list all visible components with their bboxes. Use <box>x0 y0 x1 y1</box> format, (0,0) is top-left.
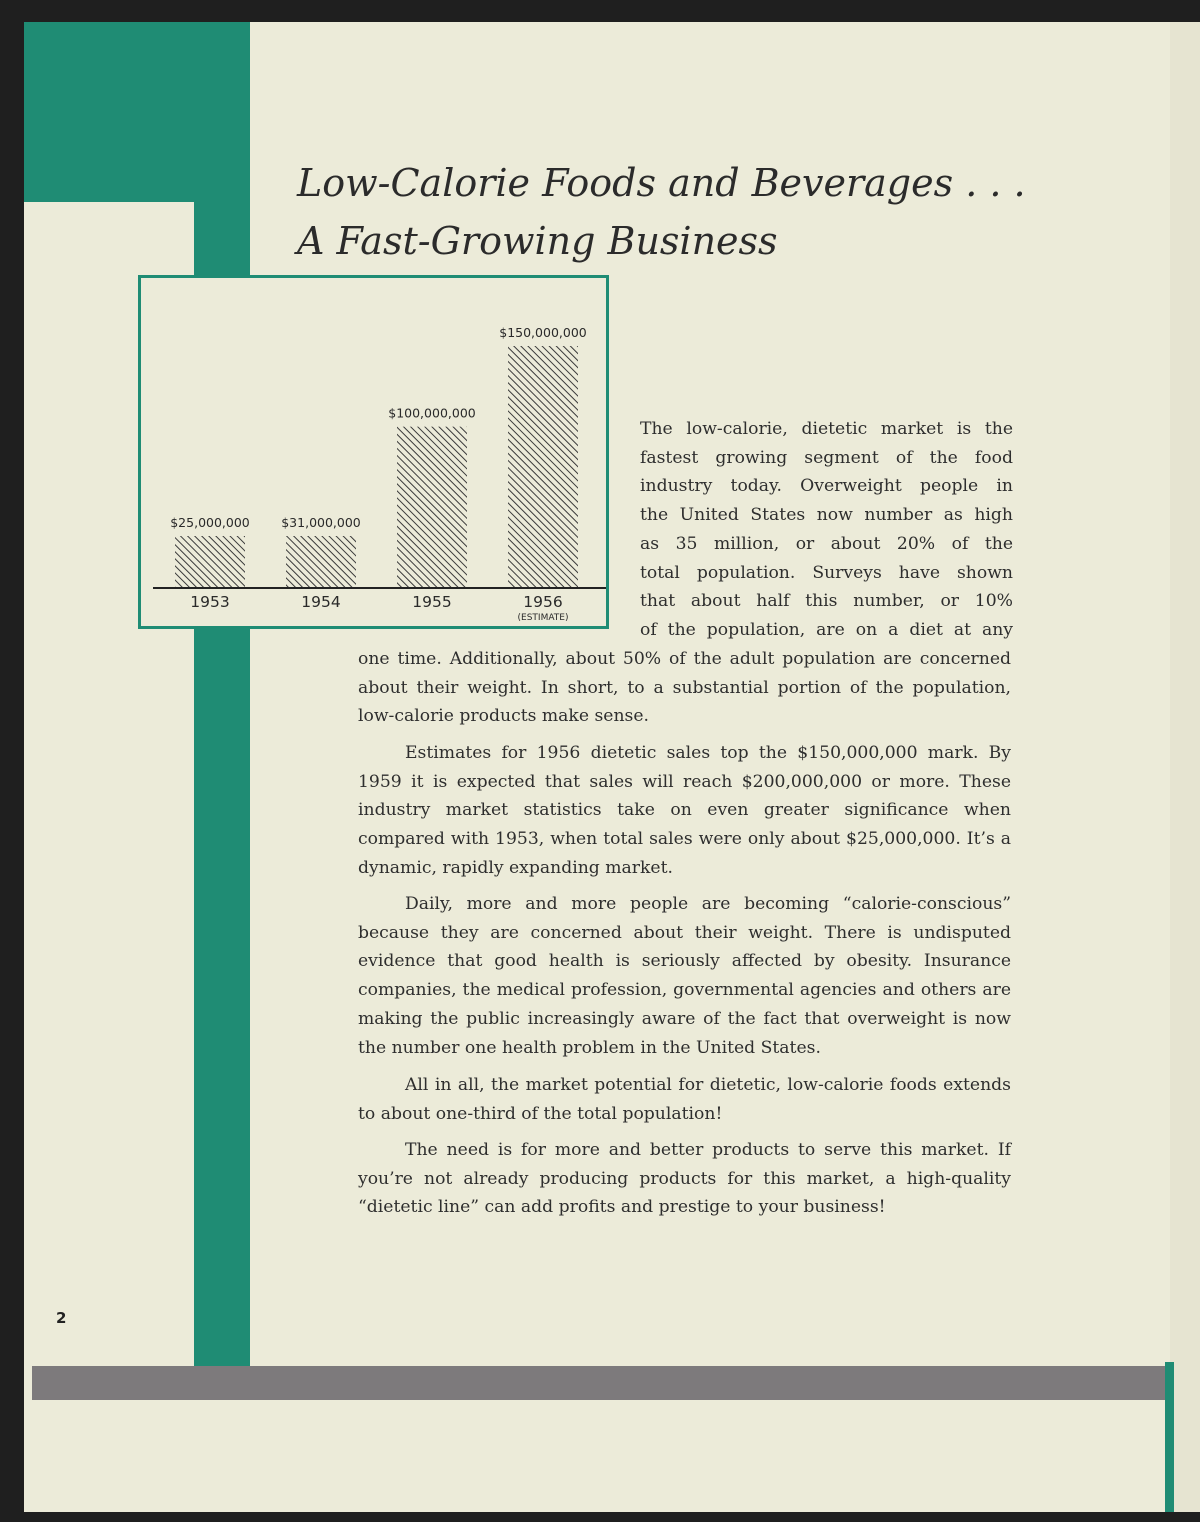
value-label-1953: $25,000,000 <box>170 515 250 530</box>
paragraph-2: Estimates for 1956 dietetic sales top the $150,000,000 mark. By 1959 it is expected that sales will reach $200,000,000 or more. These industry market statistics take on even greater significance when compared with 1953, when total sales were only about $25,000,000. It’s a dynamic, rapidly expanding market. <box>358 743 1011 878</box>
year-label-1956: 1956 <box>523 593 563 611</box>
p1-line: fastest growing segment of the food <box>640 447 1013 468</box>
year-label-1954: 1954 <box>301 593 341 611</box>
p1-line: total population. Surveys have shown <box>640 562 1013 583</box>
brochure-page <box>24 22 1170 1512</box>
next-page-green-edge <box>1170 1362 1174 1512</box>
sales-bar-chart <box>141 278 606 626</box>
p1-line: as 35 million, or about 20% of the <box>640 533 1013 554</box>
title-line-1: Low-Calorie Foods and Beverages . . . <box>297 161 1026 205</box>
p1-line: The low-calorie, dietetic market is the <box>640 419 1013 439</box>
bar-1953 <box>175 536 245 588</box>
value-label-1955: $100,000,000 <box>388 405 476 421</box>
next-page-edge <box>1170 22 1200 1512</box>
year-note-1956: (ESTIMATE) <box>517 613 569 623</box>
value-label-1956: $150,000,000 <box>499 325 587 340</box>
p1-line: the United States now number as high <box>640 505 1013 526</box>
title-line-2: A Fast-Growing Business <box>297 219 778 263</box>
p1-line: that about half this number, or 10% <box>640 591 1013 612</box>
paragraph-4: All in all, the market potential for dietetic, low-calorie foods extends to about one-third of the total population! <box>358 1075 1011 1124</box>
bar-1955 <box>397 427 467 588</box>
year-label-1955: 1955 <box>412 593 452 611</box>
paragraph-3: Daily, more and more people are becoming “calorie-conscious” because they are concerned about their weight. There is undisputed evidence that good health is seriously affected by obesity. Insurance companies, the medical profession, governmental agencies and others are making the public increasingly aware of the fact that overweight is now the number one health problem in the United States. <box>358 894 1011 1058</box>
bar-1956 <box>508 346 578 588</box>
page-title <box>297 154 1026 270</box>
year-label-1953: 1953 <box>190 593 230 611</box>
page-number: 2 <box>56 1309 67 1327</box>
paragraph-1-wrapped <box>640 415 1013 645</box>
p1-line: of the population, are on a diet at any <box>640 619 1013 640</box>
gray-bottom-band <box>32 1366 1170 1400</box>
paragraph-1-continuation: one time. Additionally, about 50% of the adult population are concerned about their weight. In short, to a substantial portion of the population, low-calorie products make sense. <box>358 649 1011 727</box>
p1-line: industry today. Overweight people in <box>640 476 1013 497</box>
sales-chart-box <box>138 275 609 629</box>
bar-1954 <box>286 536 356 588</box>
value-label-1954: $31,000,000 <box>281 515 361 530</box>
green-vertical-bar <box>194 22 250 1366</box>
paragraph-5: The need is for more and better products to serve this market. If you’re not already producing products for this market, a high-quality “dietetic line” can add profits and prestige to your business! <box>358 1140 1011 1218</box>
